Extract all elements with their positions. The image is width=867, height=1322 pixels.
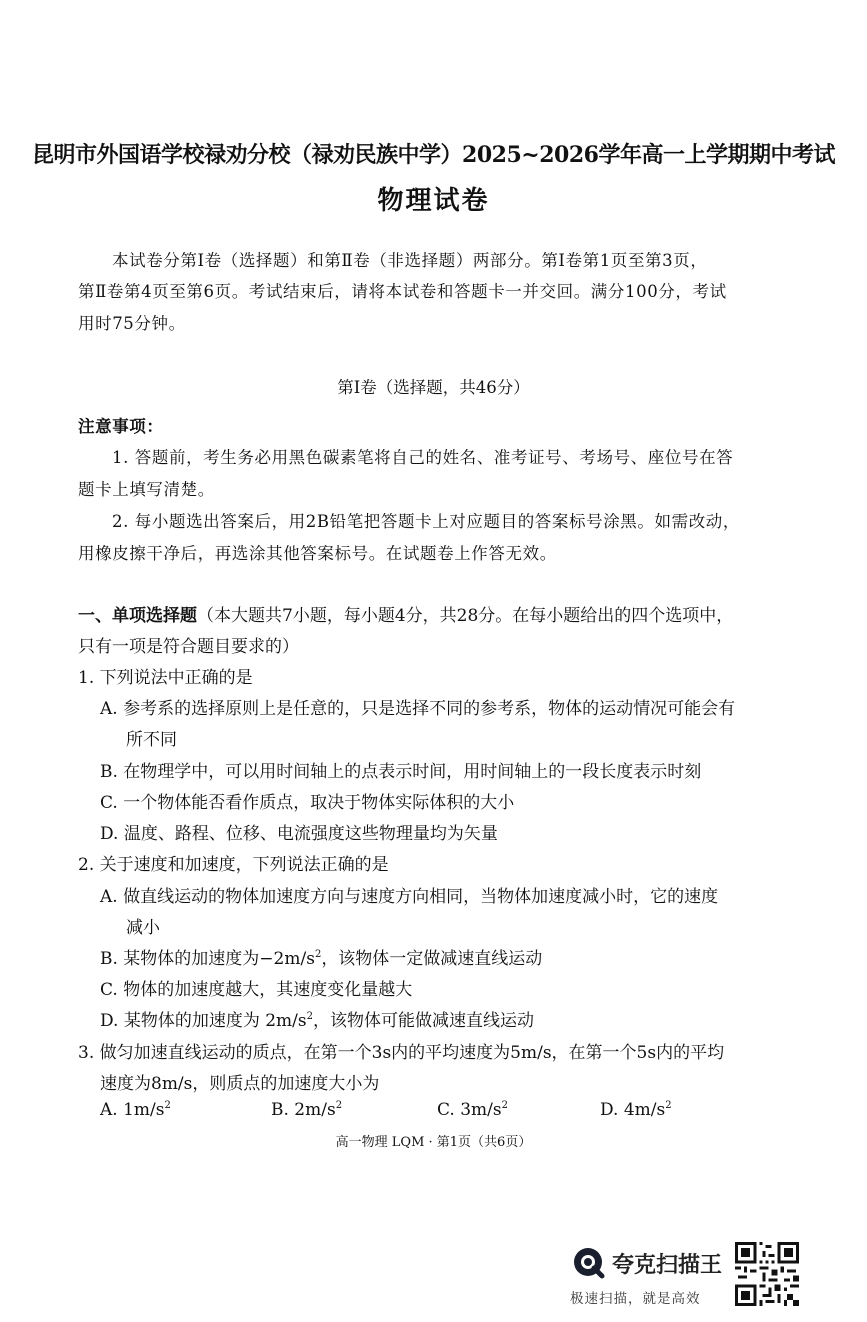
- part1-heading: 第Ⅰ卷（选择题，共46分）: [337, 378, 530, 397]
- intro-line3: 用时75分钟。: [78, 314, 186, 333]
- scanner-app-name: 夸克扫描王: [612, 1253, 723, 1278]
- notice-line4: 用橡皮擦干净后，再选涂其他答案标号。在试题卷上作答无效。: [78, 544, 557, 563]
- section1-heading: 一、单项选择题: [78, 606, 197, 626]
- notice-line2: 题卡上填写清楚。: [78, 480, 215, 499]
- q2-option-c: C. 物体的加速度越大，其速度变化量越大: [100, 980, 413, 1000]
- q3-option-b: B. $2m/s^2$: [271, 1100, 343, 1120]
- q1-option-d: D. 温度、路程、位移、电流强度这些物理量均为矢量: [100, 824, 498, 844]
- scanner-slogan: 极速扫描，就是高效: [570, 1291, 701, 1307]
- intro-line2: 第Ⅱ卷第4页至第6页。考试结束后，请将本试卷和答题卡一并交回。满分100分，考试: [78, 282, 727, 301]
- notice-line3: 2. 每小题选出答案后，用2B铅笔把答题卡上对应题目的答案标号涂黑。如需改动，: [112, 512, 741, 531]
- q2-option-d: D. 某物体的加速度为 $2m/s^2$，该物体可能做减速直线运动: [100, 1011, 534, 1031]
- exam-title-line1: 昆明市外国语学校禄劝分校（禄劝民族中学）2025~2026学年高一上学期期中考试: [32, 142, 835, 168]
- notice-heading: 注意事项：: [78, 417, 164, 436]
- q2-option-a-cont: 减小: [126, 918, 160, 938]
- quark-logo-icon: [572, 1246, 606, 1280]
- q3-option-c: C. $3m/s^2$: [437, 1100, 508, 1120]
- q1-option-b: B. 在物理学中，可以用时间轴上的点表示时间，用时间轴上的一段长度表示时刻: [100, 762, 702, 782]
- qr-code-icon: [735, 1242, 799, 1306]
- q2-stem: 2. 关于速度和加速度，下列说法正确的是: [78, 855, 389, 875]
- exam-title-subject: 物理试卷: [377, 186, 490, 216]
- q3-stem-line1: 3. 做匀加速直线运动的质点，在第一个3s内的平均速度为5m/s，在第一个5s内的平均: [78, 1043, 725, 1063]
- q3-stem-line2: 速度为8m/s，则质点的加速度大小为: [100, 1074, 380, 1094]
- intro-line1: 本试卷分第Ⅰ卷（选择题）和第Ⅱ卷（非选择题）两部分。第Ⅰ卷第1页至第3页，: [112, 251, 708, 270]
- notice-line1: 1. 答题前，考生务必用黑色碳素笔将自己的姓名、准考证号、考场号、座位号在答: [112, 448, 734, 467]
- page-footer: 高一物理 LQM · 第1页（共6页）: [335, 1135, 532, 1150]
- q1-option-c: C. 一个物体能否看作质点，取决于物体实际体积的大小: [100, 793, 515, 813]
- section1-desc: （本大题共7小题，每小题4分，共28分。在每小题给出的四个选项中，: [197, 606, 734, 626]
- q3-option-a: A. $1m/s^2$: [100, 1100, 171, 1120]
- q1-option-a: A. 参考系的选择原则上是任意的，只是选择不同的参考系，物体的运动情况可能会有: [100, 699, 736, 719]
- q2-option-b: B. 某物体的加速度为$-2m/s^2$，该物体一定做减速直线运动: [100, 949, 543, 969]
- q1-option-a-cont: 所不同: [126, 730, 177, 750]
- section1-desc-line2: 只有一项是符合题目要求的）: [78, 637, 299, 657]
- q2-option-a: A. 做直线运动的物体加速度方向与速度方向相同，当物体加速度减小时，它的速度: [100, 887, 719, 907]
- section1-heading-line: [78, 601, 733, 626]
- q1-stem: 1. 下列说法中正确的是: [78, 668, 253, 688]
- q3-option-d: D. $4m/s^2$: [600, 1100, 672, 1120]
